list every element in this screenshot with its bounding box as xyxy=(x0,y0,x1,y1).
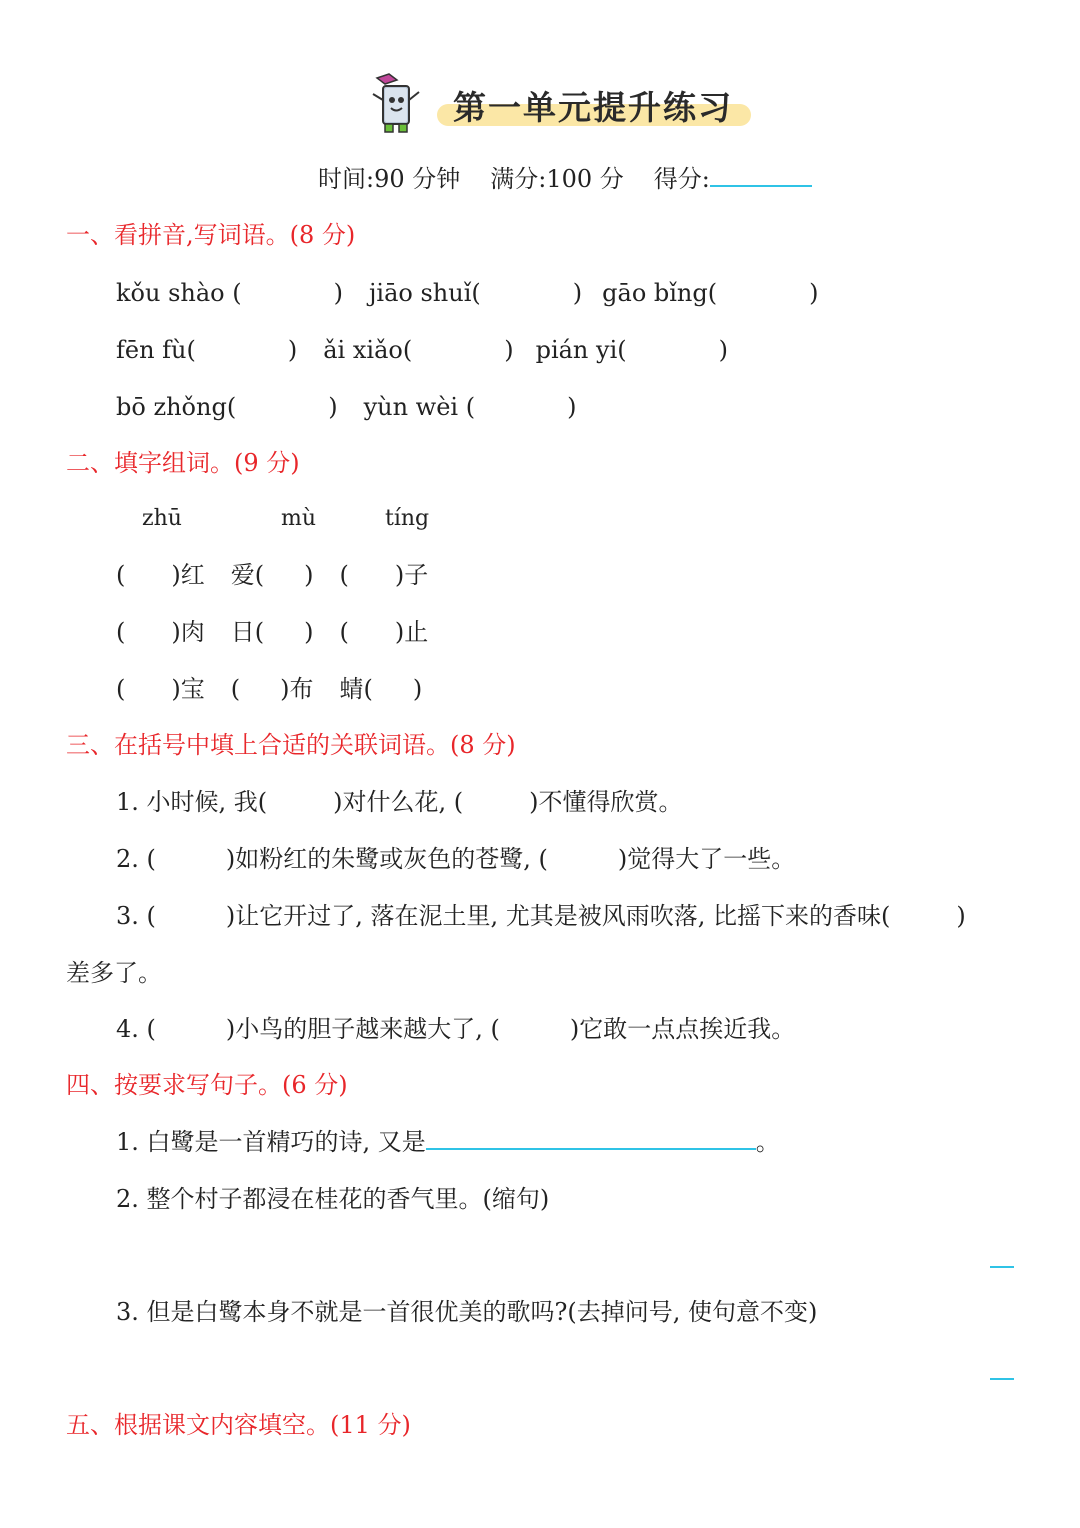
pinyin-item: bō zhǒng( xyxy=(116,393,237,421)
q-text: )不懂得欣赏。 xyxy=(529,788,683,816)
pinyin-item: ǎi xiǎo( xyxy=(323,336,413,364)
paren-open: ( xyxy=(230,675,241,703)
paren-close: ) xyxy=(412,675,423,703)
paren-close: ) xyxy=(809,279,819,307)
paren-close: ) xyxy=(304,561,314,589)
page-title: 第一单元提升练习 xyxy=(453,88,733,127)
word-part: 蜻( xyxy=(339,675,373,703)
paren-open: ( xyxy=(116,561,126,589)
paren-close: ) xyxy=(304,618,314,646)
time-label: 时间:90 分钟 xyxy=(318,165,461,193)
answer-line-end[interactable] xyxy=(990,1266,1014,1268)
s4-q1 xyxy=(116,1127,780,1157)
pinyin-item: fēn fù( xyxy=(116,336,196,364)
q-text: 。 xyxy=(755,1128,780,1156)
s1-row-2 xyxy=(116,335,728,365)
q-text: )对什么花, ( xyxy=(333,788,464,816)
section-3-heading: 三、在括号中填上合适的关联词语。(8 分) xyxy=(66,731,516,759)
pinyin-item: pián yi( xyxy=(535,336,627,364)
score-label: 得分: xyxy=(653,165,710,193)
word-part: 日( xyxy=(230,618,265,646)
pinyin-item: kǒu shào ( xyxy=(116,279,242,307)
pinyin-item: yùn wèi ( xyxy=(363,393,476,421)
title-banner xyxy=(365,70,765,140)
word-part: )宝 xyxy=(171,675,205,703)
s3-q2 xyxy=(116,844,795,874)
q-text: 4. ( xyxy=(116,1015,156,1043)
full-score-label: 满分:100 分 xyxy=(490,165,624,193)
word-part: )布 xyxy=(280,675,314,703)
score-blank[interactable] xyxy=(710,185,812,187)
paren-open: ( xyxy=(339,561,349,589)
q-text: 3. ( xyxy=(116,902,156,930)
s4-q2: 2. 整个村子都浸在桂花的香气里。(缩句) xyxy=(116,1185,550,1213)
paren-open: ( xyxy=(339,618,349,646)
word-part: )红 xyxy=(171,561,205,589)
section-4-heading: 四、按要求写句子。(6 分) xyxy=(66,1071,348,1099)
answer-line[interactable] xyxy=(426,1148,756,1150)
paren-open: ( xyxy=(116,675,126,703)
q-text: )如粉红的朱鹭或灰色的苍鹭, ( xyxy=(225,845,548,873)
s3-q1 xyxy=(116,787,683,817)
s2-pinyin-3: tíng xyxy=(385,506,430,531)
s2-pinyin-2: mù xyxy=(281,506,317,531)
paren-close: ) xyxy=(333,279,343,307)
s1-row-3 xyxy=(116,392,576,422)
pinyin-item: jiāo shuǐ( xyxy=(368,279,481,307)
section-1-heading: 一、看拼音,写词语。(8 分) xyxy=(66,221,356,249)
book-mascot-icon xyxy=(365,70,435,140)
q-text: 2. ( xyxy=(116,845,156,873)
q-text: )觉得大了一些。 xyxy=(617,845,796,873)
s3-q3 xyxy=(116,901,966,931)
section-2-heading: 二、填字组词。(9 分) xyxy=(66,449,300,477)
paren-close: ) xyxy=(718,336,728,364)
s2-pinyin-1: zhū xyxy=(142,506,182,531)
answer-line-end[interactable] xyxy=(990,1378,1014,1380)
q-text: )让它开过了, 落在泥土里, 尤其是被风雨吹落, 比摇下来的香味( xyxy=(225,902,891,930)
word-part: )肉 xyxy=(171,618,205,646)
s4-q3: 3. 但是白鹭本身不就是一首很优美的歌吗?(去掉问号, 使句意不变) xyxy=(116,1298,818,1326)
s2-row-2 xyxy=(116,617,428,647)
q-text: )小鸟的胆子越来越大了, ( xyxy=(225,1015,500,1043)
word-part: 爱( xyxy=(230,561,265,589)
paren-close: ) xyxy=(572,279,583,307)
paren-close: ) xyxy=(287,336,298,364)
paren-open: ( xyxy=(116,618,126,646)
s3-q3-cont: 差多了。 xyxy=(66,959,162,987)
q-text: 1. 白鹭是一首精巧的诗, 又是 xyxy=(116,1128,426,1156)
s2-row-3 xyxy=(116,674,422,704)
paren-close: ) xyxy=(504,336,514,364)
s2-row-1 xyxy=(116,560,428,590)
q-text: )它敢一点点挨近我。 xyxy=(569,1015,796,1043)
paren-close: ) xyxy=(328,393,338,421)
q-text: 1. 小时候, 我( xyxy=(116,788,268,816)
paren-close: ) xyxy=(567,393,577,421)
pinyin-item: gāo bǐng( xyxy=(602,279,718,307)
section-5-heading: 五、根据课文内容填空。(11 分) xyxy=(66,1411,411,1439)
word-part: )止 xyxy=(394,618,429,646)
word-part: )子 xyxy=(394,561,429,589)
exam-meta xyxy=(318,164,812,194)
s3-q4 xyxy=(116,1014,795,1044)
s1-row-1 xyxy=(116,278,819,308)
q-text: ) xyxy=(956,902,966,930)
